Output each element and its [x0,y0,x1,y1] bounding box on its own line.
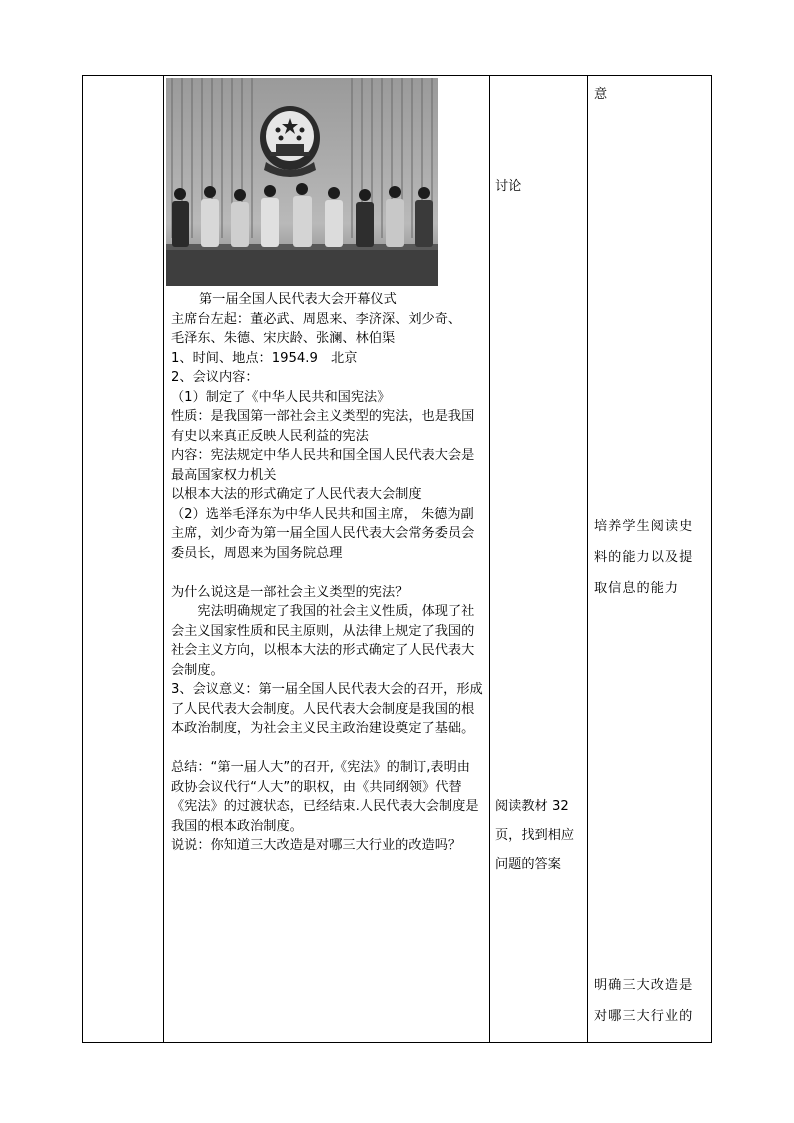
significance: 3、会议意义：第一届全国人民代表大会的召开，形成了人民代表大会制度。人民代表大会制度是我国的根本政治制度，为社会主义民主政治建设奠定了基础。 [171,682,483,736]
text-line: 2、会议内容： [171,370,259,385]
activity-read: 阅读教材 32 页，找到相应问题的答案 [495,799,575,872]
figures [172,183,433,247]
congress-photo [166,78,438,286]
text-line: 内容：宪法规定中华人民共和国全国人民代表大会是最高国家权力机关 [171,448,475,483]
text-line: （1）制定了《中华人民共和国宪法》 [171,389,391,405]
text-line: （2）选举毛泽东为中华人民共和国主席， 朱德为副主席，刘少奇为第一届全国人民代表大会常务委员会委员长，周恩来为国务院总理 [171,506,475,561]
national-emblem-icon [260,106,320,177]
summary: 总结：“第一届人大”的召开,《宪法》的制订,表明由政协会议代行“人大”的职权，由《共同纲领》代替《宪法》的过渡状态，已经结束.人民代表大会制度是我国的根本政治制度。 [171,760,479,834]
activity-discuss: 讨论 [495,179,522,194]
text-line: 主席台左起：董必武、周恩来、李济深、刘少奇、 [171,311,462,327]
photo-caption: 第一届全国人民代表大会开幕仪式 [199,292,397,307]
blank-column [83,76,164,1043]
text-line: 1、时间、地点：1954.9 北京 [171,350,358,366]
intent-column [588,76,712,1043]
intent-bottom: 明确三大改造是对哪三大行业的 [594,978,694,1024]
intent-top: 意 [594,87,609,102]
lesson-table [82,75,712,1043]
text-line: 毛泽东、朱德、宋庆龄、张澜、林伯渠 [171,331,396,346]
intent-mid: 培养学生阅读史料的能力以及提取信息的能力 [594,519,694,596]
ask-prompt: 说说：你知道三大改造是对哪三大行业的改造吗？ [171,838,462,853]
question: 为什么说这是一部社会主义类型的宪法？ [171,584,409,600]
content-column [164,76,490,1043]
text-line: 性质：是我国第一部社会主义类型的宪法，也是我国有史以来真正反映人民利益的宪法 [171,409,475,444]
activity-column [490,76,588,1043]
answer: 宪法明确规定了我国的社会主义性质，体现了社会主义国家性质和民主原则，从法律上规定了我国的社会主义方向，以根本大法的形式确定了人民代表大会制度。 [171,604,475,678]
text-line: 以根本大法的形式确定了人民代表大会制度 [171,487,422,502]
